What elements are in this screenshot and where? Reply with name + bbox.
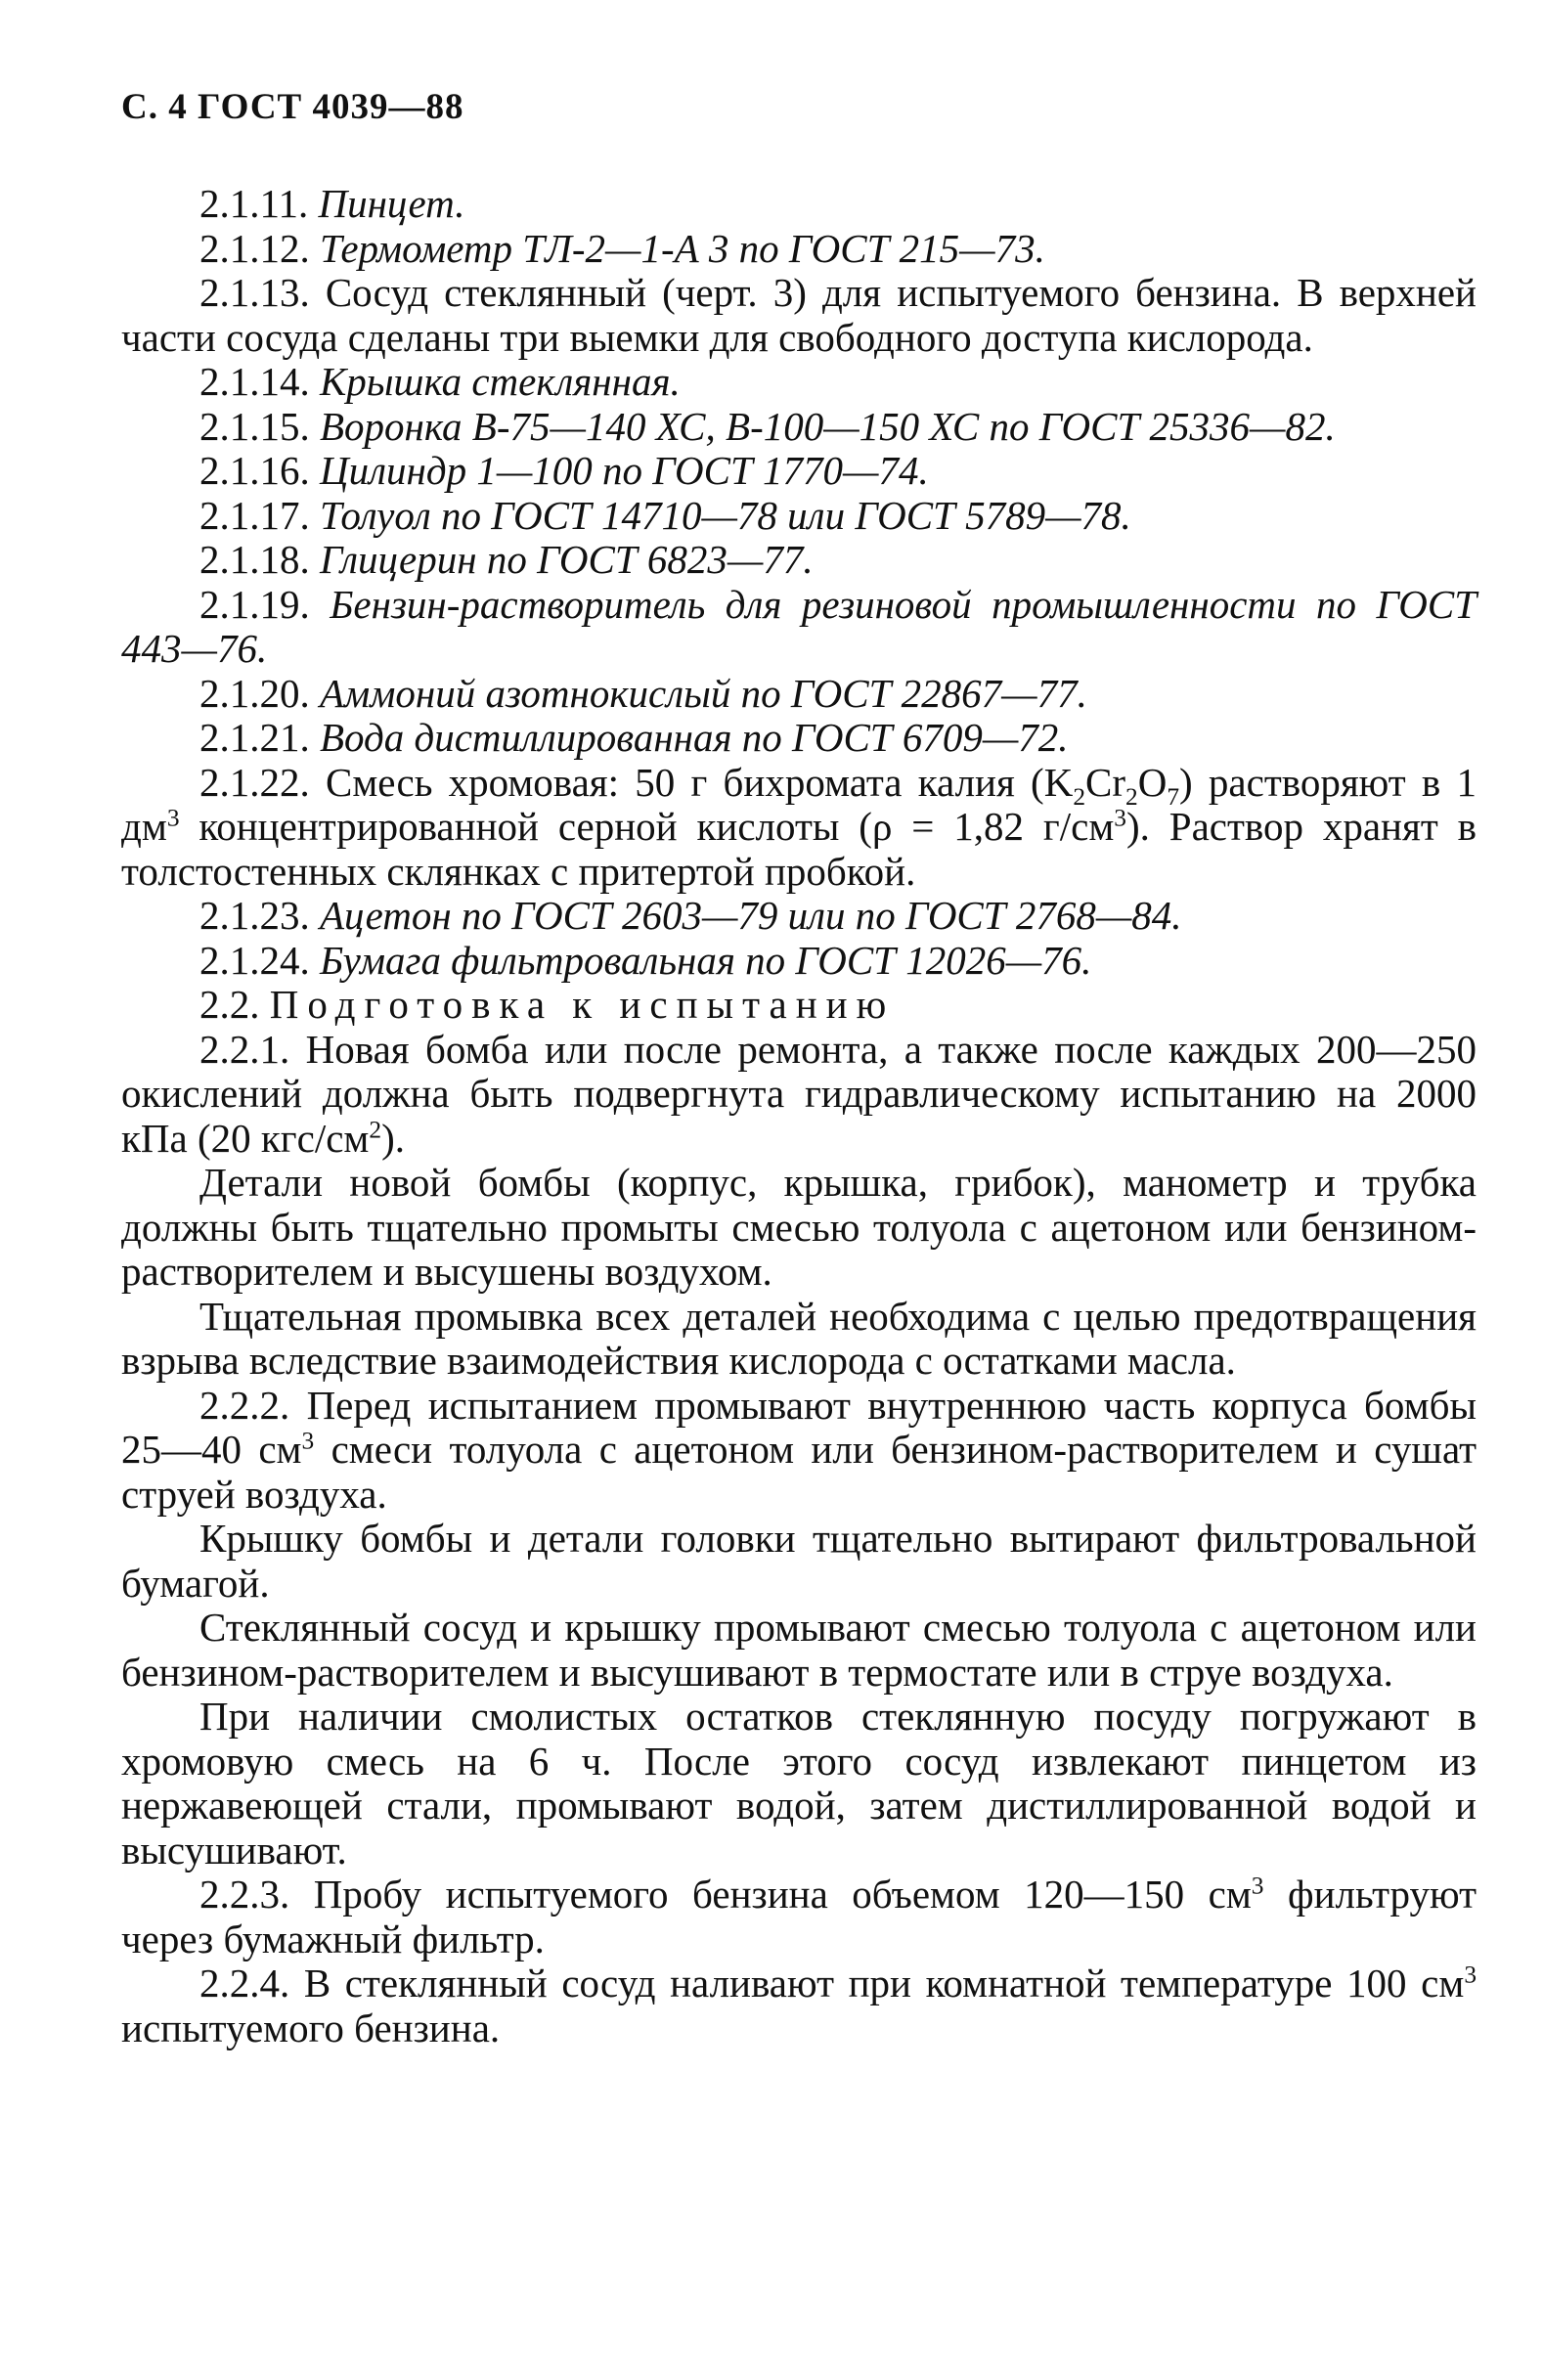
item-2-1-24 <box>121 939 1477 984</box>
para-number: 2.2.4. <box>199 1961 290 2005</box>
item-2-1-11 <box>121 182 1477 227</box>
section-title: Подготовка к испытанию <box>269 982 896 1027</box>
para-2-2-1-details: Детали новой бомбы (корпус, крышка, грибок), манометр и трубка должны быть тщательно промыты смесью толуола с ацетоном или бензином-растворителем и высушены воздухом. <box>121 1160 1477 1294</box>
item-text: Глицерин по ГОСТ 6823—77. <box>320 537 814 582</box>
item-number: 2.1.22. <box>199 759 310 805</box>
item-2-1-22 <box>121 761 1477 895</box>
item-number: 2.1.14. <box>199 359 310 404</box>
item-2-1-13 <box>121 271 1477 360</box>
para-2-2-3 <box>121 1873 1477 1961</box>
para-text: В стеклянный сосуд наливают при комнатной температуре 100 $см^3$ испытуемого бензина. <box>121 1961 1477 2050</box>
item-number: 2.1.19. <box>199 581 310 627</box>
document-body <box>121 182 1477 2050</box>
item-number: 2.1.20. <box>199 670 310 716</box>
item-text: Аммоний азотнокислый по ГОСТ 22867—77. <box>320 670 1087 716</box>
item-2-1-12 <box>121 227 1477 272</box>
item-2-1-19 <box>121 583 1477 672</box>
item-text: Цилиндр 1—100 по ГОСТ 1770—74. <box>320 448 929 493</box>
item-text: Бензин-растворитель для резиновой промышленности по ГОСТ 443—76. <box>121 581 1477 671</box>
page-header: С. 4 ГОСТ 4039—88 <box>121 87 464 127</box>
item-text: Вода дистиллированная по ГОСТ 6709—72. <box>320 715 1069 760</box>
item-2-1-20 <box>121 672 1477 717</box>
item-text: Пинцет. <box>318 181 465 226</box>
para-2-2-2-lid: Крышку бомбы и детали головки тщательно вытирают фильтровальной бумагой. <box>121 1516 1477 1606</box>
item-number: 2.1.17. <box>199 492 310 538</box>
item-2-1-21 <box>121 716 1477 761</box>
item-text: Толуол по ГОСТ 14710—78 или ГОСТ 5789—78. <box>320 492 1131 538</box>
item-number: 2.1.13. <box>199 270 310 315</box>
item-text: Термометр ТЛ-2—1-А 3 по ГОСТ 215—73. <box>320 225 1045 271</box>
para-2-2-4 <box>121 1961 1477 2050</box>
item-text: Сосуд стеклянный (черт. 3) для испытуемого бензина. В верхней части сосуда сделаны три выемки для свободного доступа кислорода. <box>121 270 1477 360</box>
item-text: Воронка В-75—140 ХС, В-100—150 ХС по ГОСТ 25336—82. <box>320 403 1336 449</box>
item-text: Ацетон по ГОСТ 2603—79 или по ГОСТ 2768—84. <box>320 893 1182 938</box>
item-number: 2.1.23. <box>199 893 310 938</box>
item-2-1-14 <box>121 360 1477 405</box>
section-number: 2.2. <box>199 982 260 1027</box>
item-number: 2.1.21. <box>199 715 310 760</box>
item-number: 2.1.24. <box>199 937 310 983</box>
item-number: 2.1.15. <box>199 403 310 449</box>
para-number: 2.2.2. <box>199 1382 290 1428</box>
item-number: 2.1.18. <box>199 537 310 582</box>
item-2-1-15 <box>121 405 1477 450</box>
para-number: 2.2.1. <box>199 1026 290 1072</box>
para-2-2-1-washing: Тщательная промывка всех деталей необходима с целью предотвращения взрыва вследствие взаимодействия кислорода с остатками масла. <box>121 1293 1477 1383</box>
item-number: 2.1.11. <box>199 181 309 226</box>
item-2-1-17 <box>121 494 1477 539</box>
item-text: Смесь хромовая: 50 г бихромата калия $(K_2Cr_2O_7)$ растворяют в 1 $дм^3$ концентрированной серной кислоты (ρ = 1,82 $г/см^3$). Раствор хранят в толстостенных склянках с притертой пробкой. <box>121 759 1477 894</box>
para-2-2-2-residue: При наличии смолистых остатков стеклянную посуду погружают в хромовую смесь на 6 ч. После этого сосуд извлекают пинцетом из нержавеющей стали, промывают водой, затем дистиллированной водой и высушивают. <box>121 1694 1477 1873</box>
item-2-1-16 <box>121 449 1477 494</box>
para-number: 2.2.3. <box>199 1872 290 1917</box>
para-2-2-2-vessel: Стеклянный сосуд и крышку промывают смесью толуола с ацетоном или бензином-растворителем и высушивают в термостате или в струе воздуха. <box>121 1605 1477 1695</box>
item-2-1-18 <box>121 538 1477 583</box>
item-number: 2.1.12. <box>199 225 310 271</box>
para-text: Пробу испытуемого бензина объемом 120—150 $см^3$ фильтруют через бумажный фильтр. <box>121 1872 1477 1961</box>
item-2-1-23 <box>121 894 1477 939</box>
item-text: Бумага фильтровальная по ГОСТ 12026—76. <box>320 937 1092 983</box>
section-heading <box>121 983 1477 1028</box>
item-number: 2.1.16. <box>199 448 310 493</box>
para-text: Перед испытанием промывают внутреннюю часть корпуса бомбы 25—40 $см^3$ смеси толуола с ацетоном или бензином-растворителем и сушат струей воздуха. <box>121 1382 1477 1517</box>
item-text: Крышка стеклянная. <box>320 359 681 404</box>
para-text: Новая бомба или после ремонта, а также после каждых 200—250 окислений должна быть подвергнута гидравлическому испытанию на 2000 кПа (20 кгс/$см^2$). <box>121 1026 1477 1161</box>
para-2-2-2 <box>121 1384 1477 1518</box>
para-2-2-1 <box>121 1028 1477 1162</box>
